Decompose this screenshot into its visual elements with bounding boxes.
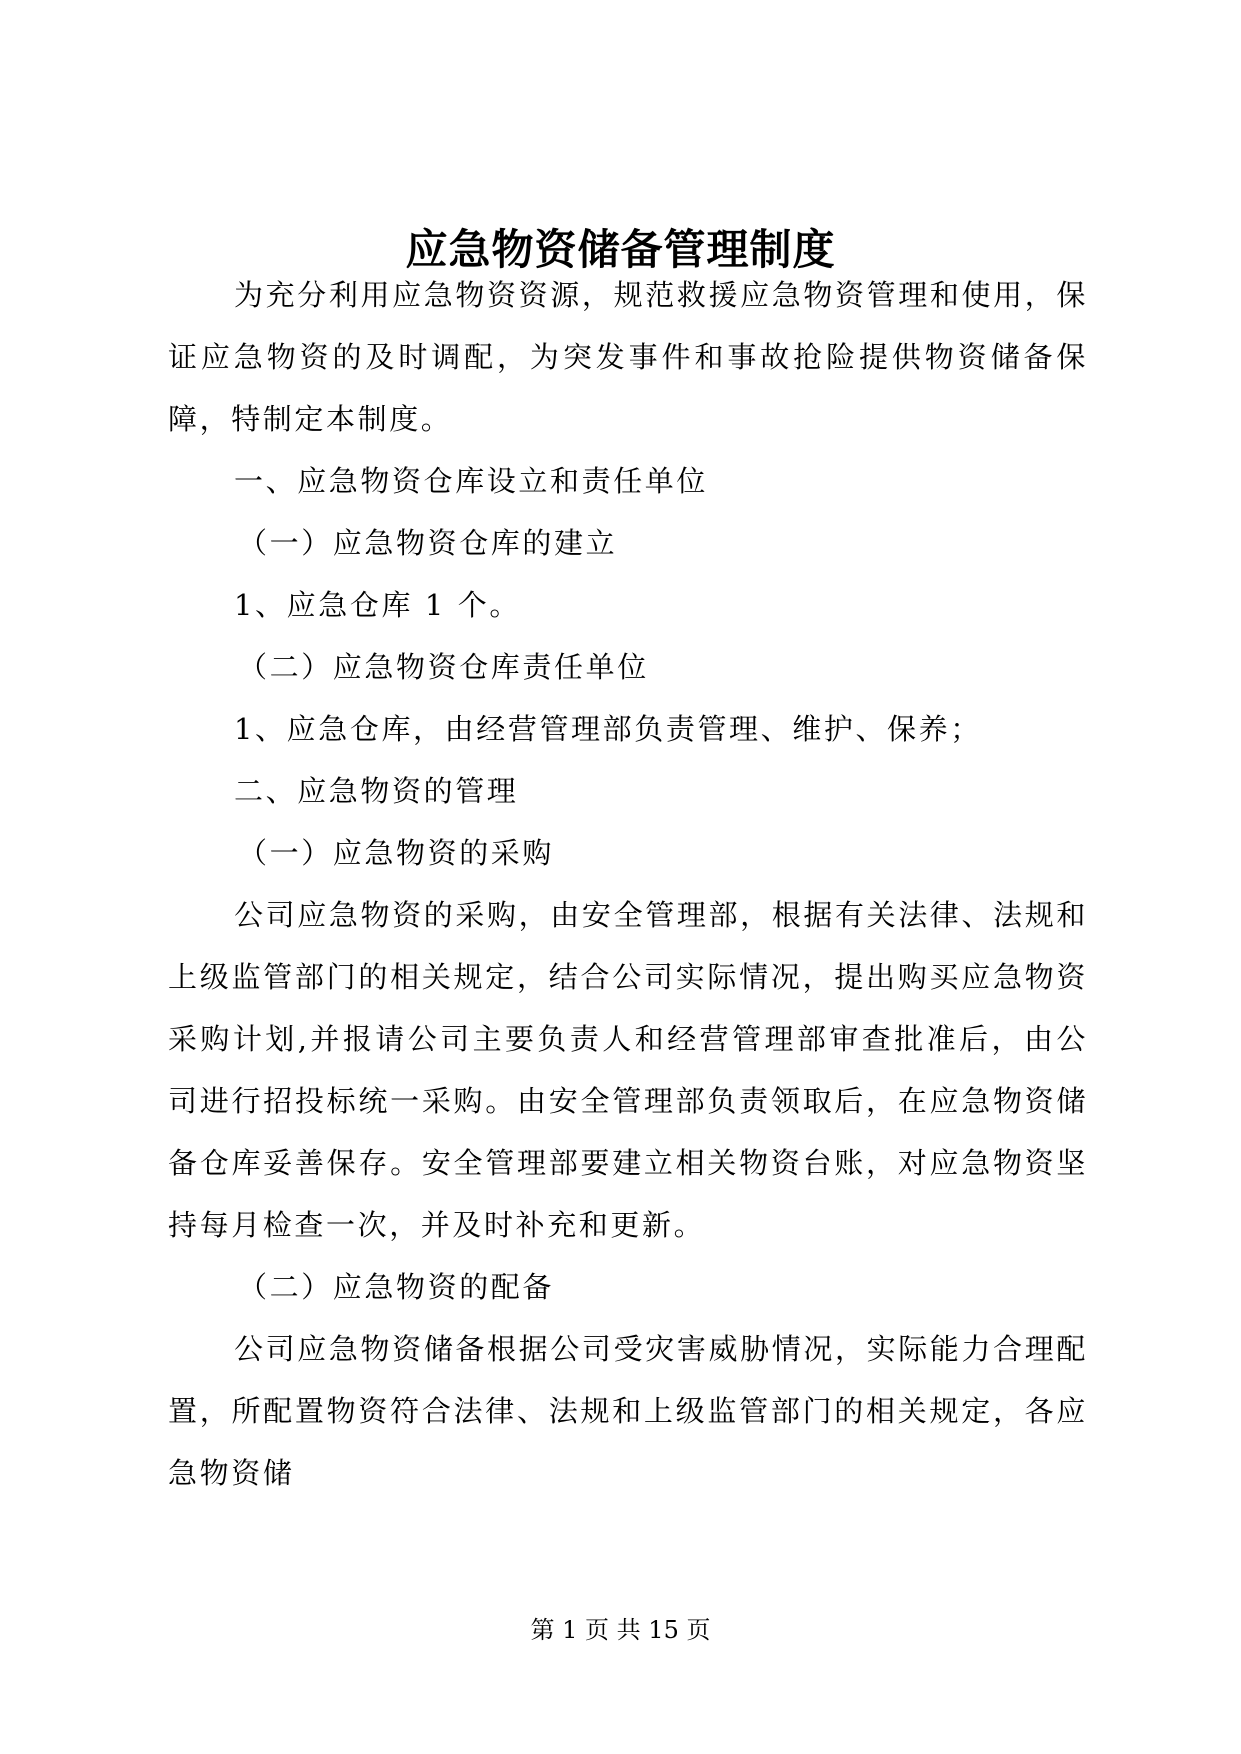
section-heading-2: 二、应急物资的管理 [234,774,519,808]
page-number-footer: 第 1 页 共 15 页 [530,1616,711,1644]
intro-paragraph: 为充分利用应急物资资源，规范救援应急物资管理和使用，保证应急物资的及时调配，为突发事件和事故抢险提供物资储备保障，特制定本制度。 [168,278,1088,436]
allocation-paragraph: 公司应急物资储备根据公司受灾害威胁情况，实际能力合理配置，所配置物资符合法律、法规和上级监管部门的相关规定，各应急物资储 [168,1332,1088,1490]
list-item: 1、应急仓库 1 个。 [234,588,521,622]
list-item: 1、应急仓库，由经营管理部负责管理、维护、保养； [234,712,982,746]
subsection-heading-1-1: （一）应急物资仓库的建立 [238,526,618,560]
document-body [168,264,1088,1504]
document-title: 应急物资储备管理制度 [405,225,836,274]
section-heading-1: 一、应急物资仓库设立和责任单位 [234,464,709,498]
subsection-heading-1-2: （二）应急物资仓库责任单位 [238,650,649,684]
subsection-heading-2-1: （一）应急物资的采购 [238,836,555,870]
procurement-paragraph: 公司应急物资的采购，由安全管理部，根据有关法律、法规和上级监管部门的相关规定，结合公司实际情况，提出购买应急物资采购计划,并报请公司主要负责人和经营管理部审查批准后，由公司进行招投标统一采购。由安全管理部负责领取后，在应急物资储备仓库妥善保存。安全管理部要建立相关物资台账，对应急物资坚持每月检查一次，并及时补充和更新。 [168,898,1088,1242]
subsection-heading-2-2: （二）应急物资的配备 [238,1270,555,1304]
